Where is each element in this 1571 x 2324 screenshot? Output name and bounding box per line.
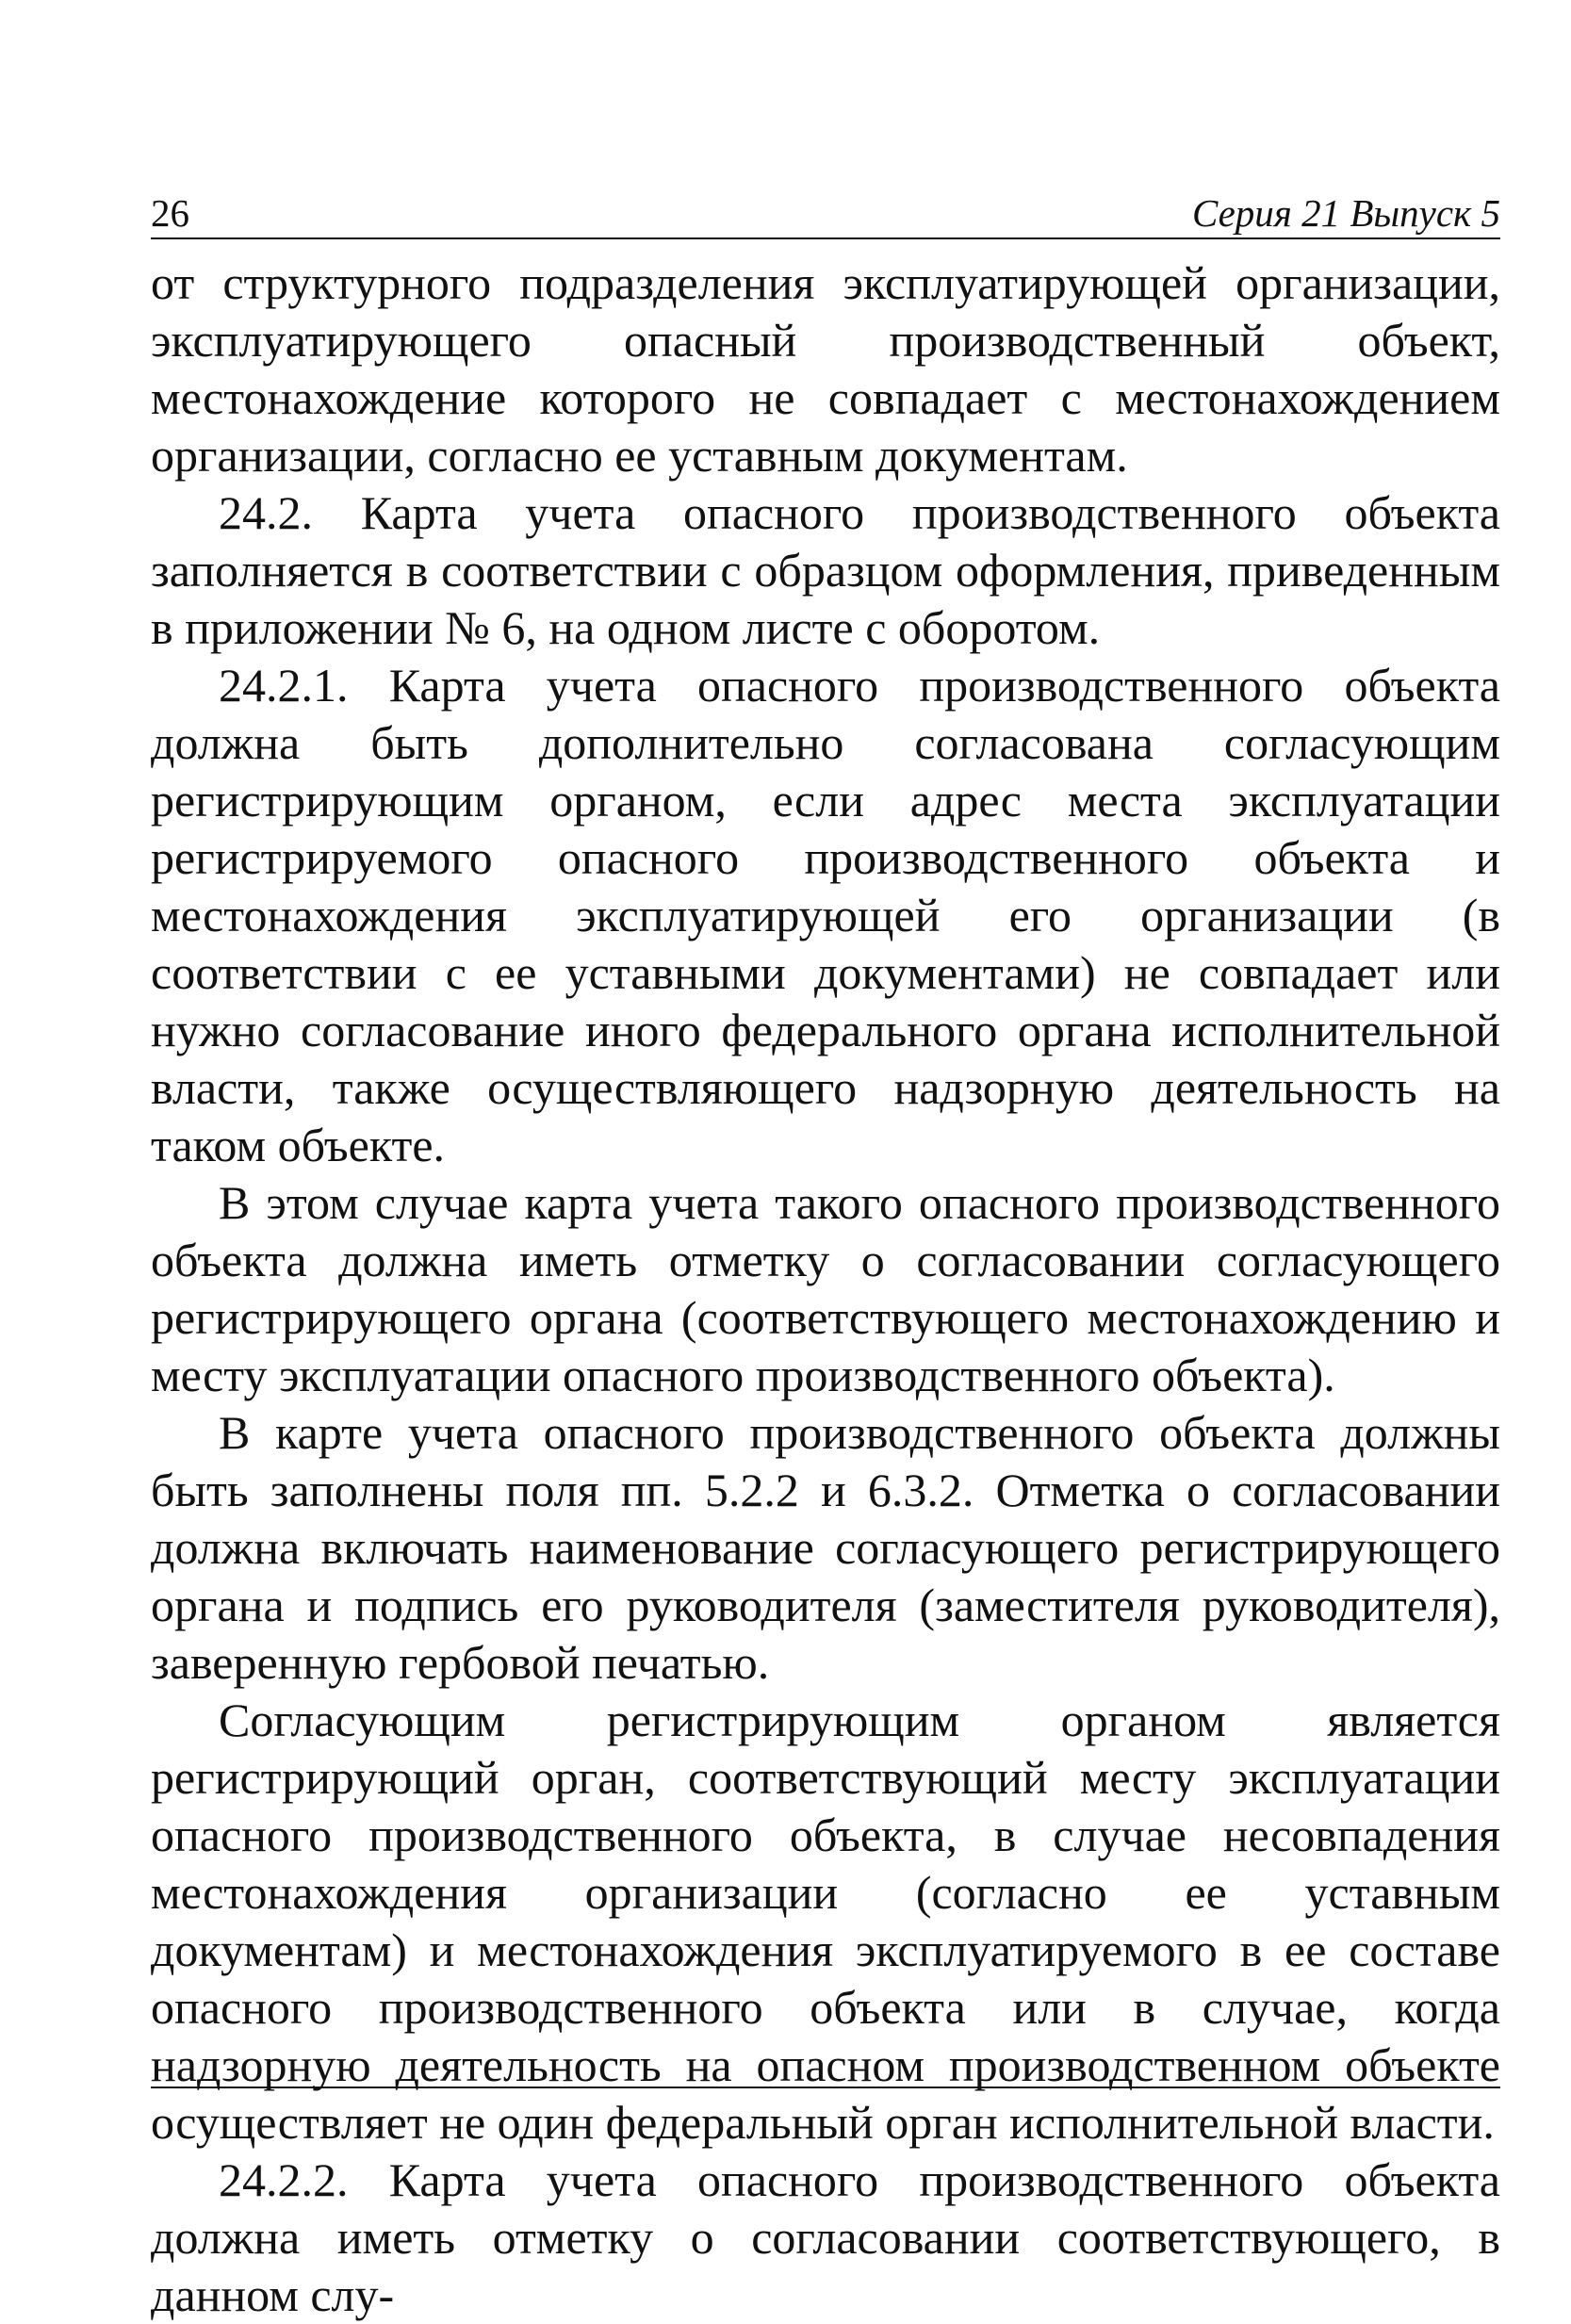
paragraph-24-2-2: 24.2.2. Карта учета опасного производственного объекта должна иметь отметку о согласовании соответствующего, в данном слу- xyxy=(151,2153,1500,2321)
paragraph-agreement-mark: В этом случае карта учета такого опасного производственного объекта должна иметь отметку о согласовании согласующего регистрирующего органа (соответствующего местонахождению и месту эксплуатации опасного производственного объекта). xyxy=(151,1176,1500,1401)
paragraph-24-2: 24.2. Карта учета опасного производственного объекта заполняется в соответствии с образцом оформления, приведенным в приложении № 6, на одном листе с оборотом. xyxy=(151,486,1500,654)
paragraph-agreeing-authority: Согласующим регистрирующим органом является регистрирующий орган, соответствующий месту эксплуатации опасного производственного объекта, в случае несовпадения местонахождения организации (согласно ее уставным документам) и местонахождения эксплуатируемого в ее составе опасного производственного объекта или в случае, когда надзорную деятельность на опасном производственном объекте осуществляет не один федеральный орган исполнительной власти. xyxy=(151,1694,1500,2149)
paragraph-card-fields: В карте учета опасного производственного объекта должны быть заполнены поля пп. 5.2.2 и 6.3.2. Отметка о согласовании должна включать наименование согласующего регистрирующего органа и подпись его руководителя (заместителя руководителя), заверенную гербовой печатью. xyxy=(151,1406,1500,1689)
series-title: Серия 21 Выпуск 5 xyxy=(1191,191,1500,235)
document-page xyxy=(151,188,1500,2324)
running-head xyxy=(151,188,1500,239)
paragraph-continuation: от структурного подразделения эксплуатирующей организации, эксплуатирующего опасный производственный объект, местонахождение которого не совпадает с местонахождением организации, согласно ее уставным документам. xyxy=(151,256,1500,482)
body-text xyxy=(151,254,1500,2324)
bottom-rule xyxy=(151,2087,1500,2088)
page-number: 26 xyxy=(151,191,189,235)
paragraph-24-2-1: 24.2.1. Карта учета опасного производственного объекта должна быть дополнительно согласована согласующим регистрирующим органом, если адрес места эксплуатации регистрируемого опасного производственного объекта и местонахождения эксплуатирующей его организации (в соответствии с ее уставными документами) не совпадает или нужно согласование иного федерального органа исполнительной власти, также осуществляющего надзорную деятельность на таком объекте. xyxy=(151,659,1500,1171)
